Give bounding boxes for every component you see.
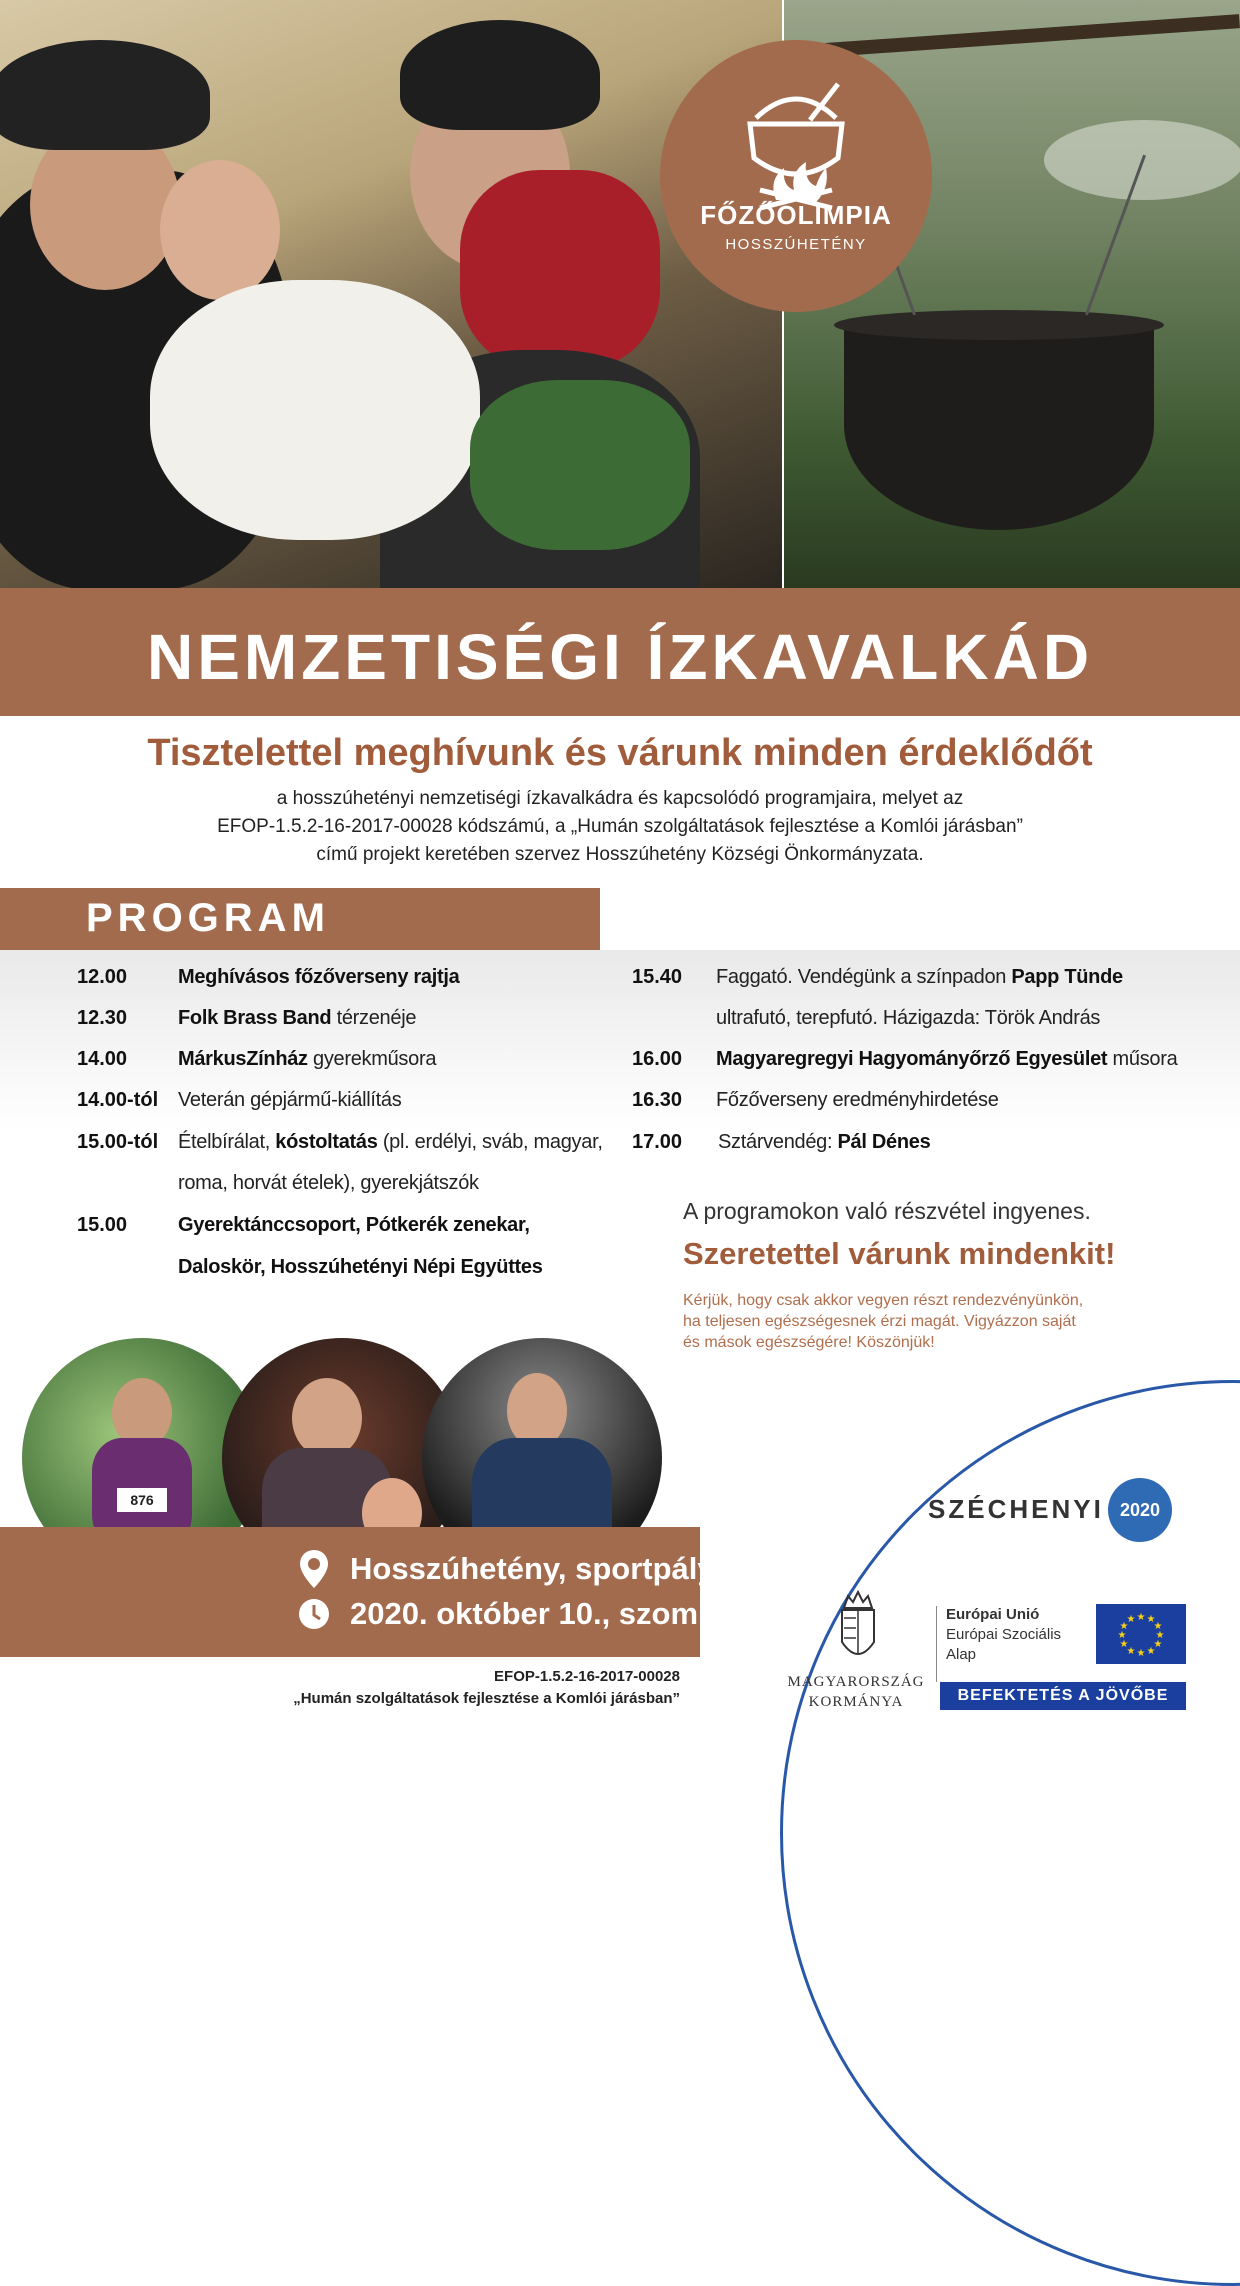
program-time: 14.00-tól bbox=[77, 1089, 159, 1111]
szechenyi-label: SZÉCHENYI bbox=[928, 1494, 1104, 1524]
program-time: 16.30 bbox=[632, 1089, 683, 1111]
szechenyi-2020-badge: 2020 bbox=[1108, 1478, 1172, 1542]
program-item: Veterán gépjármű-kiállítás bbox=[178, 1089, 402, 1111]
government-label-2: KORMÁNYA bbox=[808, 1694, 904, 1710]
svg-text:★: ★ bbox=[1126, 1646, 1136, 1657]
program-item: MárkusZínház gyerekműsora bbox=[178, 1048, 437, 1070]
program-item: Ételbírálat, kóstoltatás (pl. erdélyi, sváb, magyar, bbox=[178, 1131, 603, 1153]
program-item: Sztárvendég: Pál Dénes bbox=[718, 1131, 931, 1153]
program-time: 15.00 bbox=[77, 1214, 128, 1236]
svg-text:★: ★ bbox=[1119, 1639, 1129, 1650]
eu-slogan-bar: BEFEKTETÉS A JÖVŐBE bbox=[940, 1682, 1186, 1710]
svg-text:★: ★ bbox=[1117, 1630, 1127, 1641]
program-time: 14.00 bbox=[77, 1048, 128, 1070]
hungarian-coat-of-arms-icon bbox=[836, 1588, 880, 1670]
sponsor-divider bbox=[936, 1606, 937, 1682]
program-item: Gyerektánccsoport, Pótkerék zenekar, bbox=[178, 1214, 530, 1236]
svg-text:★: ★ bbox=[1146, 1614, 1156, 1625]
government-label-1: MAGYARORSZÁG bbox=[787, 1674, 925, 1690]
invitation-line-3: című projekt keretében szervez Hosszúhetény Községi Önkormányzata. bbox=[316, 844, 924, 865]
svg-text:★: ★ bbox=[1136, 1612, 1146, 1623]
svg-text:★: ★ bbox=[1153, 1621, 1163, 1632]
event-location: Hosszúhetény, sportpálya bbox=[350, 1551, 732, 1586]
runner-bib: 876 bbox=[117, 1488, 167, 1512]
page-title: NEMZETISÉGI ÍZKAVALKÁD bbox=[146, 621, 1094, 693]
fozoolimpia-logo bbox=[660, 40, 932, 312]
event-datetime: 2020. október 10., szombat bbox=[350, 1596, 745, 1631]
cauldron-icon bbox=[660, 40, 932, 312]
program-item: Magyaregregyi Hagyományőrző Egyesület műsora bbox=[716, 1048, 1178, 1070]
location-pin-icon bbox=[298, 1548, 330, 1590]
program-time: 12.00 bbox=[77, 966, 128, 988]
health-note-line-3: és mások egészségére! Köszönjük! bbox=[683, 1334, 935, 1351]
program-time: 16.00 bbox=[632, 1048, 683, 1070]
eu-label-2: Európai Szociális bbox=[946, 1626, 1062, 1643]
clock-icon bbox=[298, 1598, 330, 1630]
logo-title: FŐZŐOLIMPIA bbox=[700, 200, 892, 230]
logo-subtitle: HOSSZÚHETÉNY bbox=[725, 236, 867, 253]
program-item: Faggató. Vendégünk a színpadon Papp Tünde bbox=[716, 966, 1123, 988]
program-time: 17.00 bbox=[632, 1131, 683, 1153]
svg-text:★: ★ bbox=[1119, 1621, 1129, 1632]
eu-flag-icon bbox=[1096, 1604, 1186, 1664]
welcome-note: Szeretettel várunk mindenkit! bbox=[683, 1236, 1116, 1271]
eu-label-1: Európai Unió bbox=[946, 1606, 1040, 1623]
program-item: Folk Brass Band térzenéje bbox=[178, 1007, 417, 1029]
health-note-line-2: ha teljesen egészségesnek érzi magát. Vigyázzon saját bbox=[683, 1313, 1076, 1330]
project-title: „Humán szolgáltatások fejlesztése a Komlói járásban” bbox=[293, 1690, 680, 1707]
program-item: Főzőverseny eredményhirdetése bbox=[716, 1089, 999, 1111]
program-item-continued: Daloskör, Hosszúhetényi Népi Együttes bbox=[178, 1256, 543, 1278]
program-item-continued: roma, horvát ételek), gyerekjátszók bbox=[178, 1172, 479, 1194]
svg-text:★: ★ bbox=[1153, 1639, 1163, 1650]
program-time: 15.40 bbox=[632, 966, 683, 988]
health-note-line-1: Kérjük, hogy csak akkor vegyen részt rendezvényünkön, bbox=[683, 1292, 1084, 1309]
invitation-headline: Tisztelettel meghívunk és várunk minden érdeklődőt bbox=[147, 732, 1093, 774]
svg-text:★: ★ bbox=[1126, 1614, 1136, 1625]
invitation-line-1: a hosszúhetényi nemzetiségi ízkavalkádra és kapcsolódó programjaira, melyet az bbox=[276, 788, 964, 809]
program-item: Meghívásos főzőverseny rajtja bbox=[178, 966, 460, 988]
event-info-bar bbox=[0, 1527, 700, 1657]
svg-text:★: ★ bbox=[1155, 1630, 1165, 1641]
program-time: 12.30 bbox=[77, 1007, 128, 1029]
invitation-line-2: EFOP-1.5.2-16-2017-00028 kódszámú, a „Humán szolgáltatások fejlesztése a Komlói járásban” bbox=[217, 816, 1023, 837]
svg-text:★: ★ bbox=[1146, 1646, 1156, 1657]
program-item-continued: ultrafutó, terepfutó. Házigazda: Török András bbox=[716, 1007, 1101, 1029]
program-time: 15.00-tól bbox=[77, 1131, 159, 1153]
svg-text:★: ★ bbox=[1136, 1648, 1146, 1659]
free-entry-note: A programokon való részvétel ingyenes. bbox=[683, 1198, 1091, 1224]
program-label: PROGRAM bbox=[86, 896, 330, 940]
project-code: EFOP-1.5.2-16-2017-00028 bbox=[494, 1668, 680, 1685]
eu-label-3: Alap bbox=[946, 1646, 977, 1663]
